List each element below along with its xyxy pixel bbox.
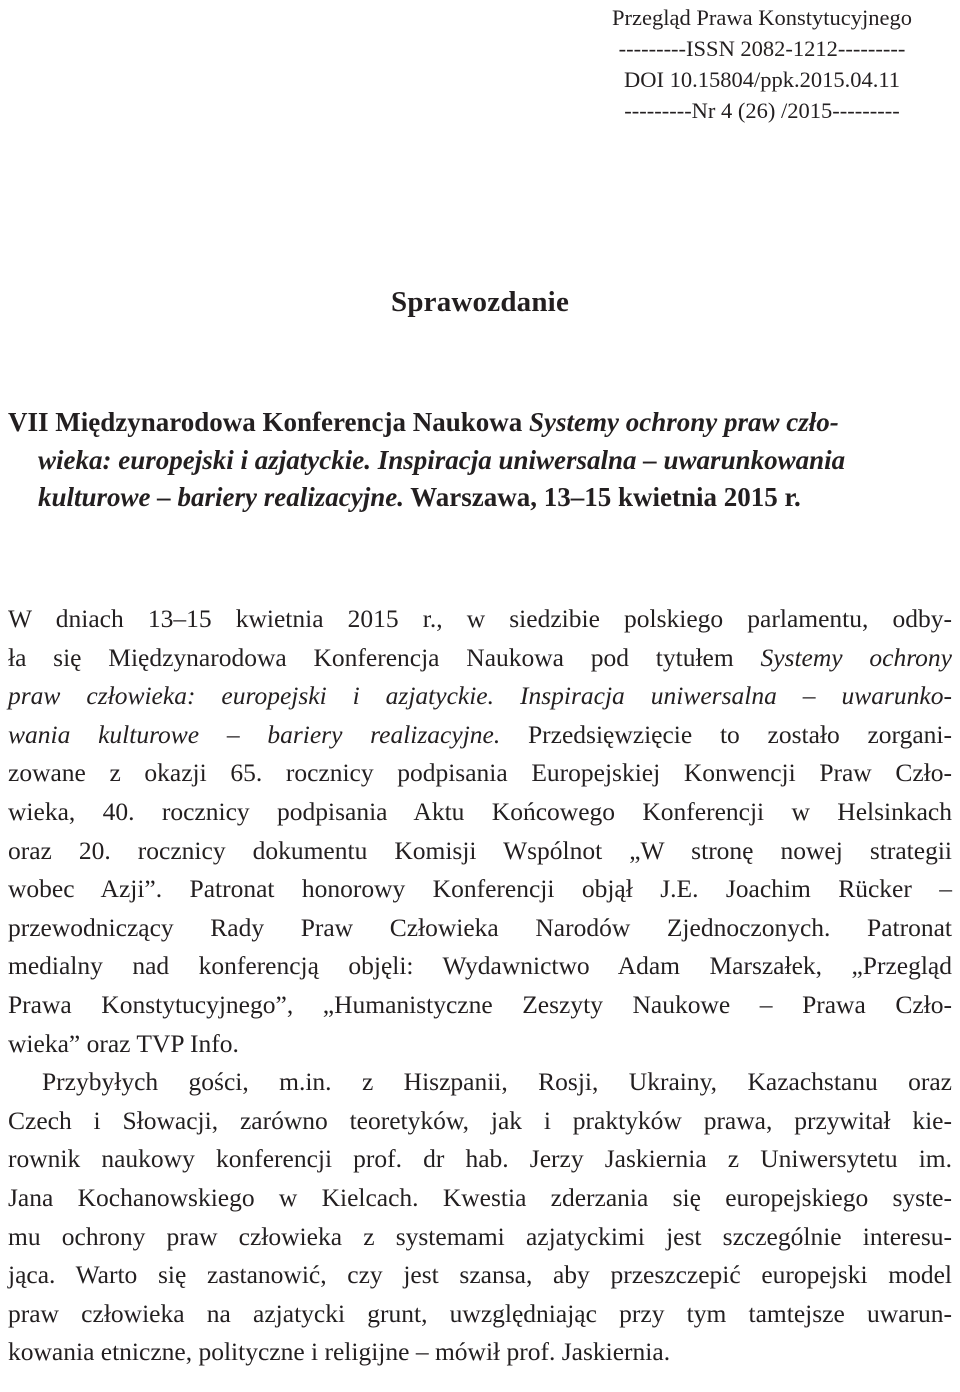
section-label: Sprawozdanie	[390, 286, 570, 318]
report-title	[8, 404, 952, 517]
text-line: zowane z okazji 65. rocznicy podpisania Europejskiej Konwencji Praw Czło-	[8, 758, 952, 788]
text-line	[8, 677, 952, 716]
title-text: VII Międzynarodowa Konferencja Naukowa	[8, 407, 530, 437]
text-line: jąca. Warto się zastanowić, czy jest szansa, aby przeszczepić europejski model	[8, 1260, 952, 1290]
text-span: ła się Międzynarodowa Konferencja Naukowa pod tytułem	[8, 642, 761, 672]
text-line: przewodniczący Rady Praw Człowieka Narodów Zjednoczonych. Patronat	[8, 912, 952, 942]
italic-span: Systemy ochrony	[760, 642, 953, 672]
text-line	[8, 716, 952, 755]
issn-line: ---------ISSN 2082-1212---------	[618, 36, 906, 61]
text-line: wieka, 40. rocznicy podpisania Aktu Końcowego Konferencji w Helsinkach	[8, 796, 952, 826]
journal-header	[572, 2, 952, 126]
text-span: Przedsięwzięcie to zostało zorgani-	[500, 719, 952, 749]
issue-line: ---------Nr 4 (26) /2015---------	[624, 98, 900, 123]
title-line	[8, 442, 952, 480]
journal-name: Przegląd Prawa Konstytucyjnego	[612, 5, 912, 30]
text-line: wieka” oraz TVP Info.	[8, 1028, 239, 1058]
italic-span: praw człowieka: europejski i azjatyckie. Inspiracja uniwersalna – uwarunko-	[8, 681, 952, 711]
italic-span: wania kulturowe – bariery realizacyjne.	[8, 719, 501, 749]
text-line: rownik naukowy konferencji prof. dr hab. Jerzy Jaskiernia z Uniwersytetu im.	[8, 1144, 952, 1174]
text-line: medialny nad konferencją objęli: Wydawnictwo Adam Marszałek, „Przegląd	[8, 951, 952, 981]
title-italic: Systemy ochrony praw czło-	[529, 407, 839, 437]
text-line: mu ochrony praw człowieka z systemami azjatyckimi jest szczególnie interesu-	[8, 1221, 952, 1251]
title-line	[8, 479, 952, 517]
text-line: kowania etniczne, polityczne i religijne – mówił prof. Jaskiernia.	[8, 1337, 671, 1367]
title-line	[8, 404, 952, 442]
text-line: Prawa Konstytucyjnego”, „Humanistyczne Zeszyty Naukowe – Prawa Czło-	[8, 989, 952, 1019]
text-line: praw człowieka na azjatycki grunt, uwzględniając przy tym tamtejsze uwarun-	[8, 1298, 952, 1328]
text-line	[8, 639, 952, 678]
text-line: oraz 20. rocznicy dokumentu Komisji Wspólnot „W stronę nowej strategii	[8, 835, 952, 865]
text-line: wobec Azji”. Patronat honorowy Konferencji objął J.E. Joachim Rücker –	[8, 874, 952, 904]
text-line: W dniach 13–15 kwietnia 2015 r., w siedzibie polskiego parlamentu, odby-	[8, 604, 952, 633]
title-italic: kulturowe – bariery realizacyjne.	[38, 482, 404, 512]
text-line: Jana Kochanowskiego w Kielcach. Kwestia zderzania się europejskiego syste-	[8, 1182, 952, 1212]
doi-line: DOI 10.15804/ppk.2015.04.11	[623, 67, 901, 92]
title-italic: wieka: europejski i azjatyckie. Inspiracja uniwersalna – uwarunkowania	[38, 444, 846, 475]
text-line: Czech i Słowacji, zarówno teoretyków, jak i praktyków prawa, przywitał kie-	[8, 1105, 952, 1135]
title-text: Warszawa, 13–15 kwietnia 2015 r.	[404, 482, 801, 512]
text-line: Przybyłych gości, m.in. z Hiszpanii, Rosji, Ukrainy, Kazachstanu oraz	[42, 1067, 952, 1097]
body-text	[8, 600, 952, 1372]
